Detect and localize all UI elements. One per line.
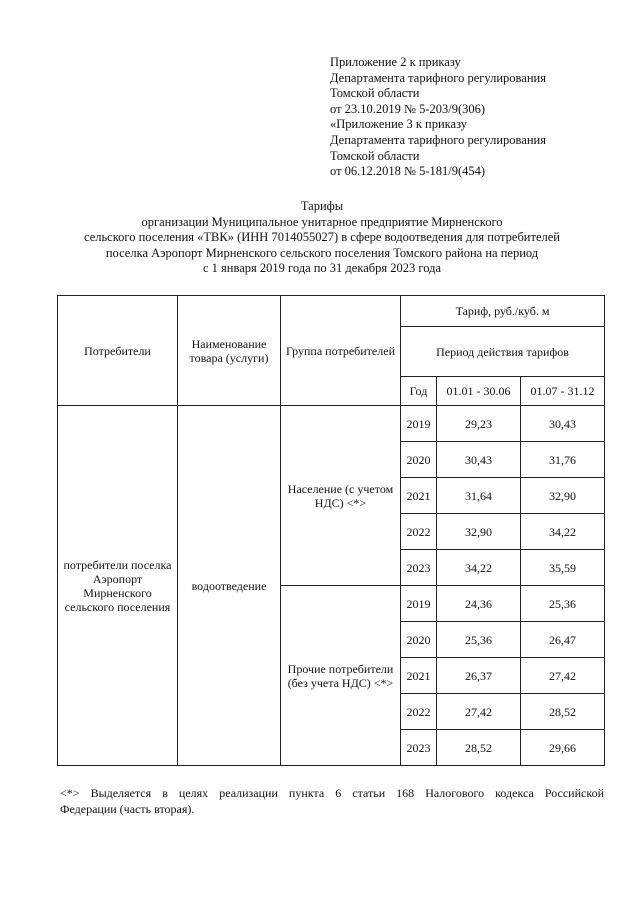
title-line: с 1 января 2019 года по 31 декабря 2023 года <box>202 261 441 276</box>
appendix-header <box>330 55 546 180</box>
appendix-line: «Приложение 3 к приказу <box>330 117 468 132</box>
footnote-line: <*> Выделяется в целях реализации пункта 6 статьи 168 Налогового кодекса Российской <box>60 786 604 800</box>
appendix-line: от 06.12.2018 № 5-181/9(454) <box>330 164 486 179</box>
title-line: организации Муниципальное унитарное предприятие Мирненского <box>141 214 503 229</box>
tariff-h2-cell: 32,90 <box>521 478 605 514</box>
year-cell: 2019 <box>401 586 437 622</box>
header-half1: 01.01 - 30.06 <box>437 377 521 406</box>
year-cell: 2022 <box>401 514 437 550</box>
tariff-h1-cell: 27,42 <box>437 694 521 730</box>
year-cell: 2021 <box>401 658 437 694</box>
header-product: Наименование товара (услуги) <box>178 296 281 406</box>
tariff-h2-cell: 29,66 <box>521 730 605 766</box>
consumer-cell: потребители поселка Аэропорт Мирненского сельского поселения <box>58 406 178 766</box>
year-cell: 2020 <box>401 442 437 478</box>
tariff-h1-cell: 34,22 <box>437 550 521 586</box>
year-cell: 2022 <box>401 694 437 730</box>
title-line: Тарифы <box>300 199 344 213</box>
title-line: поселка Аэропорт Мирненского сельского поселения Томского района на период <box>105 245 539 260</box>
tariff-h2-cell: 25,36 <box>521 586 605 622</box>
tariff-h2-cell: 28,52 <box>521 694 605 730</box>
appendix-line: Томской области <box>330 148 420 163</box>
year-cell: 2023 <box>401 550 437 586</box>
header-period: Период действия тарифов <box>401 327 605 377</box>
document-title <box>40 199 604 277</box>
tariff-h1-cell: 24,36 <box>437 586 521 622</box>
group-cell: Прочие потребители (без учета НДС) <*> <box>281 586 401 766</box>
tariff-h1-cell: 30,43 <box>437 442 521 478</box>
year-cell: 2021 <box>401 478 437 514</box>
tariff-h1-cell: 25,36 <box>437 622 521 658</box>
tariff-h2-cell: 26,47 <box>521 622 605 658</box>
appendix-line: Департамента тарифного регулирования <box>330 132 546 147</box>
tariff-h2-cell: 35,59 <box>521 550 605 586</box>
appendix-line: Приложение 2 к приказу <box>330 55 461 69</box>
tariff-h2-cell: 27,42 <box>521 658 605 694</box>
title-line: сельского поселения «ТВК» (ИНН 7014055027) в сфере водоотведения для потребителей <box>84 230 560 245</box>
product-cell: водоотведение <box>178 406 281 766</box>
tariff-table <box>57 295 605 766</box>
table-header-row <box>58 296 605 327</box>
tariff-h1-cell: 29,23 <box>437 406 521 442</box>
tariff-h2-cell: 31,76 <box>521 442 605 478</box>
appendix-line: Департамента тарифного регулирования <box>330 70 546 85</box>
tariff-h1-cell: 28,52 <box>437 730 521 766</box>
header-consumers: Потребители <box>58 296 178 406</box>
footnote-line: Федерации (часть вторая). <box>60 801 195 816</box>
header-half2: 01.07 - 31.12 <box>521 377 605 406</box>
tariff-h1-cell: 32,90 <box>437 514 521 550</box>
year-cell: 2023 <box>401 730 437 766</box>
tariff-h2-cell: 34,22 <box>521 514 605 550</box>
tariff-h1-cell: 31,64 <box>437 478 521 514</box>
table-row <box>58 406 605 442</box>
header-tariff: Тариф, руб./куб. м <box>401 296 605 327</box>
year-cell: 2020 <box>401 622 437 658</box>
tariff-h1-cell: 26,37 <box>437 658 521 694</box>
tariff-h2-cell: 30,43 <box>521 406 605 442</box>
appendix-line: от 23.10.2019 № 5-203/9(306) <box>330 101 486 116</box>
header-year: Год <box>401 377 437 406</box>
appendix-line: Томской области <box>330 86 420 101</box>
year-cell: 2019 <box>401 406 437 442</box>
footnote <box>60 786 604 817</box>
header-group: Группа потребителей <box>281 296 401 406</box>
group-cell: Население (с учетом НДС) <*> <box>281 406 401 586</box>
